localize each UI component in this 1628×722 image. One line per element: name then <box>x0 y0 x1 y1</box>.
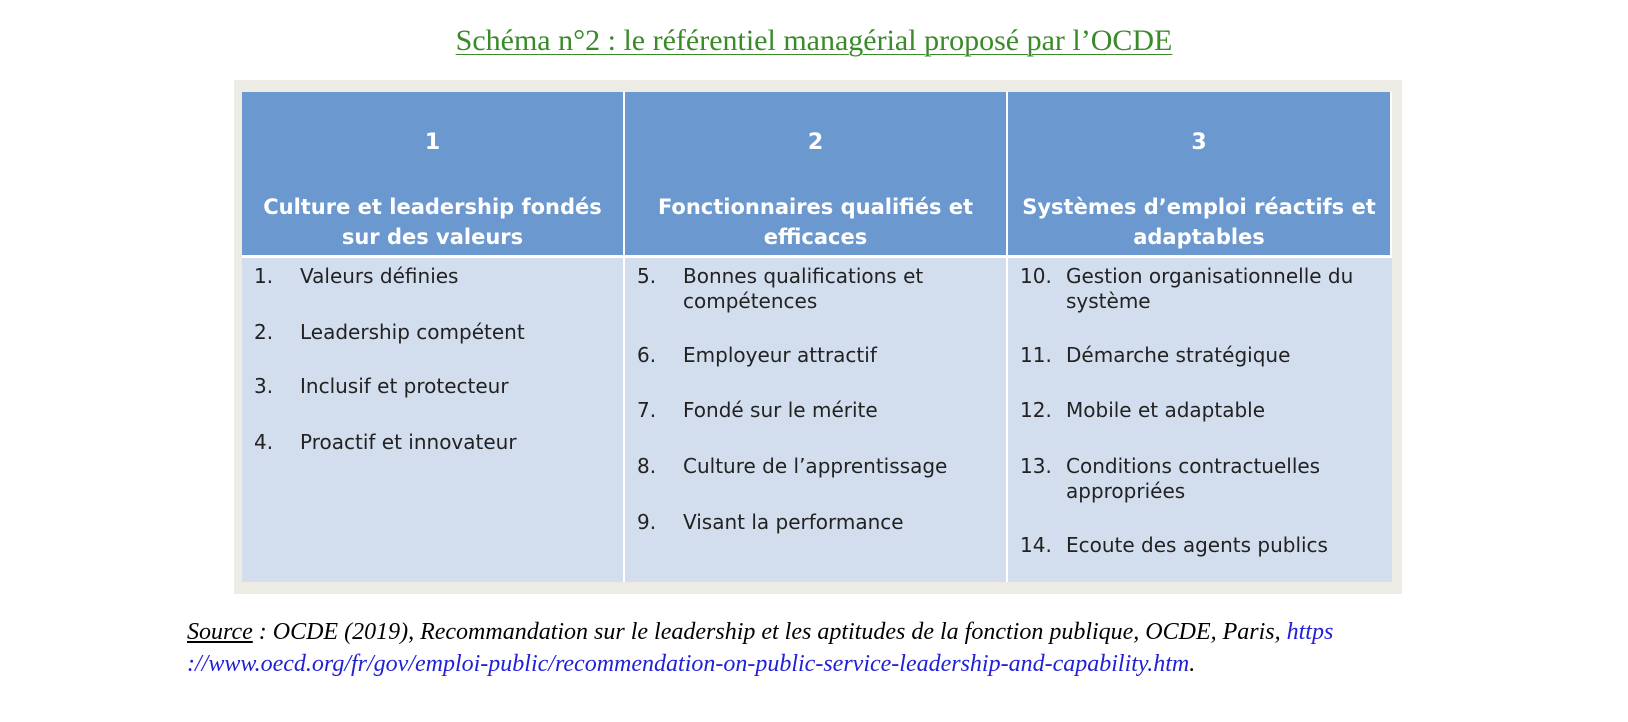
item-number: 3. <box>254 374 274 398</box>
column-heading: Culture et leadership fondés sur des valeurs <box>263 195 602 249</box>
item-text: Visant la performance <box>683 510 904 534</box>
item-text: Leadership compétent <box>300 320 525 344</box>
item-text: Culture de l’apprentissage <box>683 454 948 478</box>
item-text: Fondé sur le mérite <box>683 398 878 422</box>
column-body-1 <box>242 258 625 582</box>
list-item <box>637 264 996 314</box>
source-citation <box>187 616 1417 680</box>
item-text: Employeur attractif <box>683 343 877 367</box>
column-header-3 <box>1008 92 1392 258</box>
list-item <box>637 454 996 479</box>
item-number: 6. <box>637 343 657 367</box>
column-heading: Fonctionnaires qualifiés et efficaces <box>657 195 974 249</box>
item-number: 4. <box>254 430 274 454</box>
list-item <box>1020 398 1382 423</box>
list-item <box>1020 454 1382 504</box>
item-text: Démarche stratégique <box>1066 343 1291 367</box>
item-number: 14. <box>1020 533 1052 557</box>
item-number: 12. <box>1020 398 1052 422</box>
item-number: 9. <box>637 510 657 534</box>
column-heading: Systèmes d’emploi réactifs et adaptables <box>1022 195 1376 249</box>
list-item <box>637 398 996 423</box>
list-item <box>254 374 613 399</box>
list-item <box>254 430 613 455</box>
list-item <box>1020 343 1382 368</box>
item-text: Bonnes qualifications et compétences <box>683 264 924 313</box>
item-number: 5. <box>637 264 657 288</box>
framework-table <box>242 92 1392 582</box>
source-label: Source <box>187 619 253 645</box>
source-link[interactable]: https ://www.oecd.org/fr/gov/emploi-public/recommendation-on-public-service-leadership-and-capability.htm <box>187 619 1334 677</box>
figure-title: Schéma n°2 : le référentiel managérial proposé par l’OCDE <box>455 24 1173 57</box>
list-item <box>254 264 613 289</box>
list-item <box>1020 533 1382 558</box>
column-number: 2 <box>807 130 824 155</box>
item-text: Valeurs définies <box>300 264 459 288</box>
item-text: Proactif et innovateur <box>300 430 517 454</box>
framework-table-frame <box>234 80 1402 594</box>
source-text: : OCDE (2019), Recommandation sur le leadership et les aptitudes de la fonction publique, OCDE, Paris, <box>252 619 1287 645</box>
item-number: 13. <box>1020 454 1052 478</box>
item-number: 8. <box>637 454 657 478</box>
source-end: . <box>1189 651 1196 677</box>
item-number: 2. <box>254 320 274 344</box>
list-item <box>1020 264 1382 314</box>
column-header-2 <box>625 92 1008 258</box>
item-number: 10. <box>1020 264 1052 288</box>
item-number: 1. <box>254 264 274 288</box>
item-text: Mobile et adaptable <box>1066 398 1266 422</box>
column-body-3 <box>1008 258 1392 582</box>
item-number: 11. <box>1020 343 1052 367</box>
list-item <box>254 320 613 345</box>
item-number: 7. <box>637 398 657 422</box>
item-text: Inclusif et protecteur <box>300 374 509 398</box>
item-text: Conditions contractuelles appropriées <box>1066 454 1321 503</box>
item-text: Gestion organisationnelle du système <box>1066 264 1354 313</box>
item-text: Ecoute des agents publics <box>1066 533 1328 557</box>
list-item <box>637 510 996 535</box>
list-item <box>637 343 996 368</box>
column-body-2 <box>625 258 1008 582</box>
column-number: 3 <box>1191 130 1207 155</box>
column-number: 1 <box>424 130 441 155</box>
column-header-1 <box>242 92 625 258</box>
